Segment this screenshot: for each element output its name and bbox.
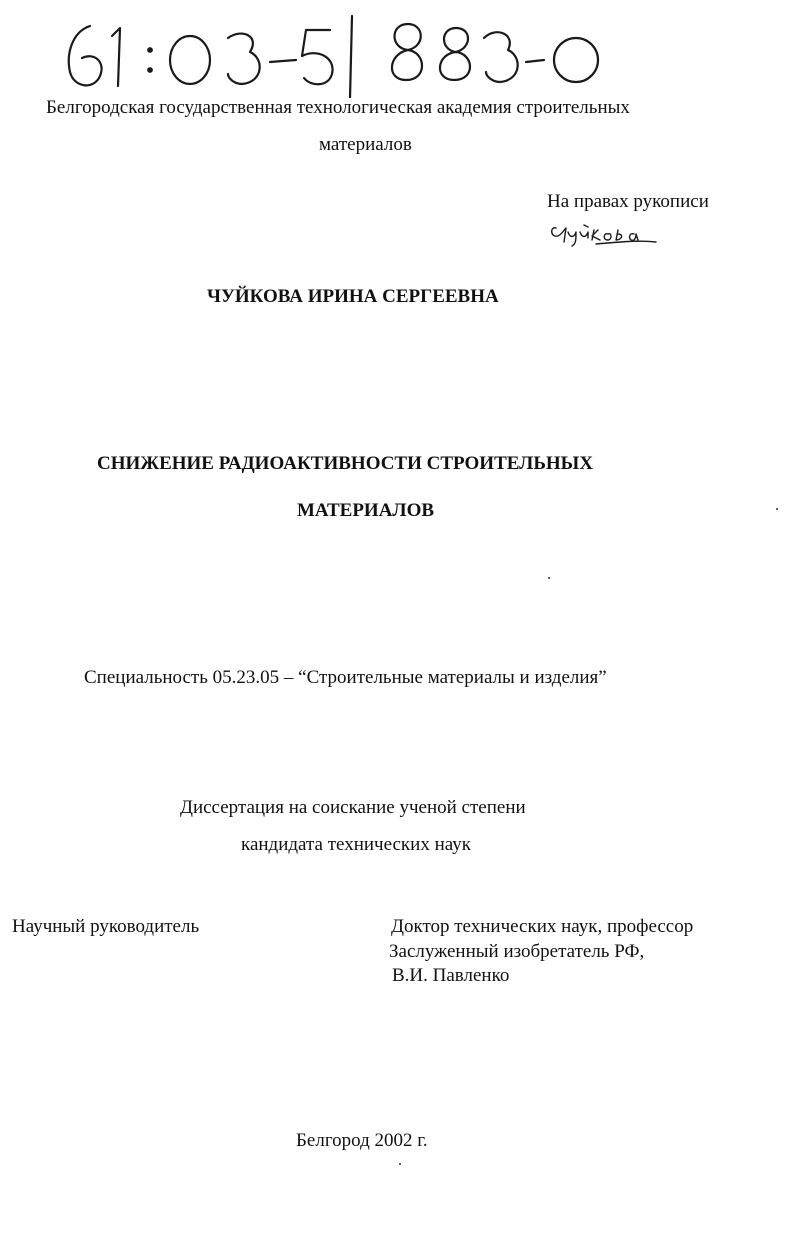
institution-line1: Белгородская государственная технологическая академия строительных bbox=[46, 97, 630, 118]
archive-code-handwriting bbox=[60, 14, 620, 98]
author-signature bbox=[548, 218, 660, 250]
supervisor-honor: Заслуженный изобретатель РФ, bbox=[389, 941, 645, 962]
place-year: Белгород 2002 г. bbox=[296, 1130, 428, 1151]
scan-speck bbox=[776, 508, 778, 510]
degree-line1: Диссертация на соискание ученой степени bbox=[180, 797, 526, 818]
supervisor-label: Научный руководитель bbox=[12, 916, 200, 937]
author-name: ЧУЙКОВА ИРИНА СЕРГЕЕВНА bbox=[207, 286, 499, 307]
title-line1: СНИЖЕНИЕ РАДИОАКТИВНОСТИ СТРОИТЕЛЬНЫХ bbox=[97, 453, 594, 474]
manuscript-note: На правах рукописи bbox=[547, 191, 709, 212]
institution-line2: материалов bbox=[319, 134, 412, 155]
supervisor-name: В.И. Павленко bbox=[392, 965, 510, 986]
scan-speck bbox=[399, 1163, 401, 1165]
supervisor-title: Доктор технических наук, профессор bbox=[391, 916, 694, 937]
degree-line2: кандидата технических наук bbox=[241, 834, 471, 855]
scan-speck bbox=[548, 577, 550, 579]
title-line2: МАТЕРИАЛОВ bbox=[297, 500, 435, 521]
specialty: Специальность 05.23.05 – “Строительные материалы и изделия” bbox=[84, 667, 607, 688]
